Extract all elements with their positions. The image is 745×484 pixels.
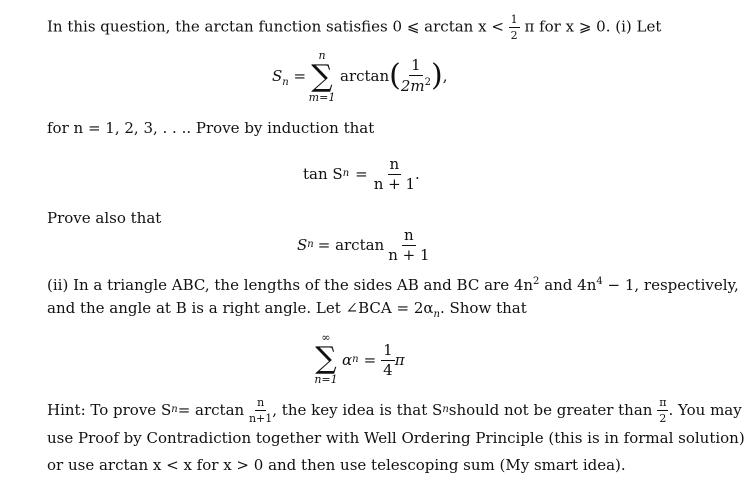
intro-line <box>47 14 661 41</box>
eq3-sub: n <box>307 239 314 250</box>
half-num: 1 <box>510 13 518 26</box>
part2-exp-4: 4 <box>596 276 603 287</box>
hint-sub1: n <box>171 404 178 415</box>
half-den: 2 <box>510 29 518 42</box>
intro-inequality: 0 ⩽ arctan x < <box>392 17 504 36</box>
hint-line2: use Proof by Contradiction together with Well Ordering Principle (this is in formal solution) <box>47 429 745 447</box>
eq1-s-sub: n <box>282 77 289 88</box>
hint-pinum: π <box>659 395 667 409</box>
eq4-equals: = <box>363 351 377 369</box>
sigma-symbol: ∑ <box>311 59 333 94</box>
hint-fnum: n <box>257 395 265 409</box>
hint-a4: should not be greater than <box>448 401 653 419</box>
eq4-sum-top: ∞ <box>321 331 331 344</box>
eq1-comma: , <box>442 67 448 85</box>
eq3-num: n <box>404 225 414 244</box>
eq2-sub: n <box>342 168 350 179</box>
part2-exp-2: 2 <box>533 276 540 287</box>
part2-text-e: − 1, respectively, <box>602 276 739 294</box>
hint-a5: . You may <box>668 401 742 419</box>
eq1-den-base: 2m <box>400 77 425 95</box>
eq1-sum-bottom: m=1 <box>308 91 336 104</box>
half-fraction <box>509 14 520 41</box>
eq3-s: S <box>297 236 308 254</box>
sigma-symbol: ∑ <box>315 341 337 376</box>
eq1-sigma <box>308 50 336 104</box>
for-n-line: for n = 1, 2, 3, . . .. Prove by induction that <box>47 119 375 137</box>
part2-l2-text: and the angle at B is a right angle. Let ∠BCA = 2α <box>47 299 434 317</box>
part2-l2-end: . Show that <box>439 299 527 317</box>
eq1-den-exp: 2 <box>424 77 432 88</box>
eq2-den: n + 1 <box>373 174 416 193</box>
hint-line1 <box>47 395 742 425</box>
part2-text-a: (ii) In a triangle ABC, the lengths of the sides AB and BC are 4n <box>47 276 534 294</box>
eq2-equals: = <box>355 165 368 183</box>
eq2-tan-s: tan S <box>303 165 343 183</box>
eq1-s: S <box>272 67 283 85</box>
hint-a2: = arctan <box>177 401 245 419</box>
equation-sn-arctan <box>297 225 430 265</box>
eq2-num: n <box>389 154 400 173</box>
eq2-fraction <box>373 154 416 193</box>
part2-line1 <box>47 272 739 295</box>
eq4-num: 1 <box>383 340 393 359</box>
eq4-den: 4 <box>383 360 393 379</box>
hint-fden: n+1 <box>248 411 273 425</box>
hint-piden: 2 <box>659 411 667 425</box>
eq4-fraction <box>381 340 395 379</box>
eq4-sigma <box>312 332 340 386</box>
eq1-fraction <box>401 58 431 94</box>
eq4-sub: n <box>352 354 359 365</box>
left-paren: ( <box>389 58 401 93</box>
hint-fraction <box>249 397 272 424</box>
eq4-sum-bottom: n=1 <box>314 373 338 386</box>
hint-pi-fraction <box>657 397 668 424</box>
intro-end: π for x ⩾ 0. (i) Let <box>524 17 662 36</box>
part2-l2-sub: n <box>433 309 440 320</box>
part2-line2 <box>47 298 527 325</box>
eq1-rhs <box>340 56 448 96</box>
hint-a3: , the key idea is that S <box>272 401 443 419</box>
eq1-num: 1 <box>411 56 421 74</box>
eq1-den <box>401 76 431 94</box>
eq1-equals: = <box>293 67 307 85</box>
eq4-pi: π <box>394 351 405 369</box>
right-paren: ) <box>431 58 443 93</box>
eq3-den: n + 1 <box>388 245 430 264</box>
eq4-rhs <box>342 340 405 380</box>
hint-sub2: n <box>442 404 449 415</box>
hint-line3: or use arctan x < x for x > 0 and then use telescoping sum (My smart idea). <box>47 456 626 474</box>
intro-text: In this question, the arctan function satisfies <box>47 17 388 36</box>
eq2-period: . <box>415 165 420 183</box>
eq1-lhs <box>272 66 306 93</box>
prove-also-line: Prove also that <box>47 209 162 227</box>
eq3-arctan: = arctan <box>317 236 385 254</box>
equation-tan-sn <box>303 154 420 194</box>
eq1-sum-top: n <box>318 49 326 62</box>
part2-text-c: and 4n <box>539 276 597 294</box>
eq1-arctan: arctan <box>340 67 390 85</box>
eq3-fraction <box>388 225 430 264</box>
eq4-alpha: α <box>342 351 353 369</box>
hint-a1: Hint: To prove S <box>47 401 172 419</box>
